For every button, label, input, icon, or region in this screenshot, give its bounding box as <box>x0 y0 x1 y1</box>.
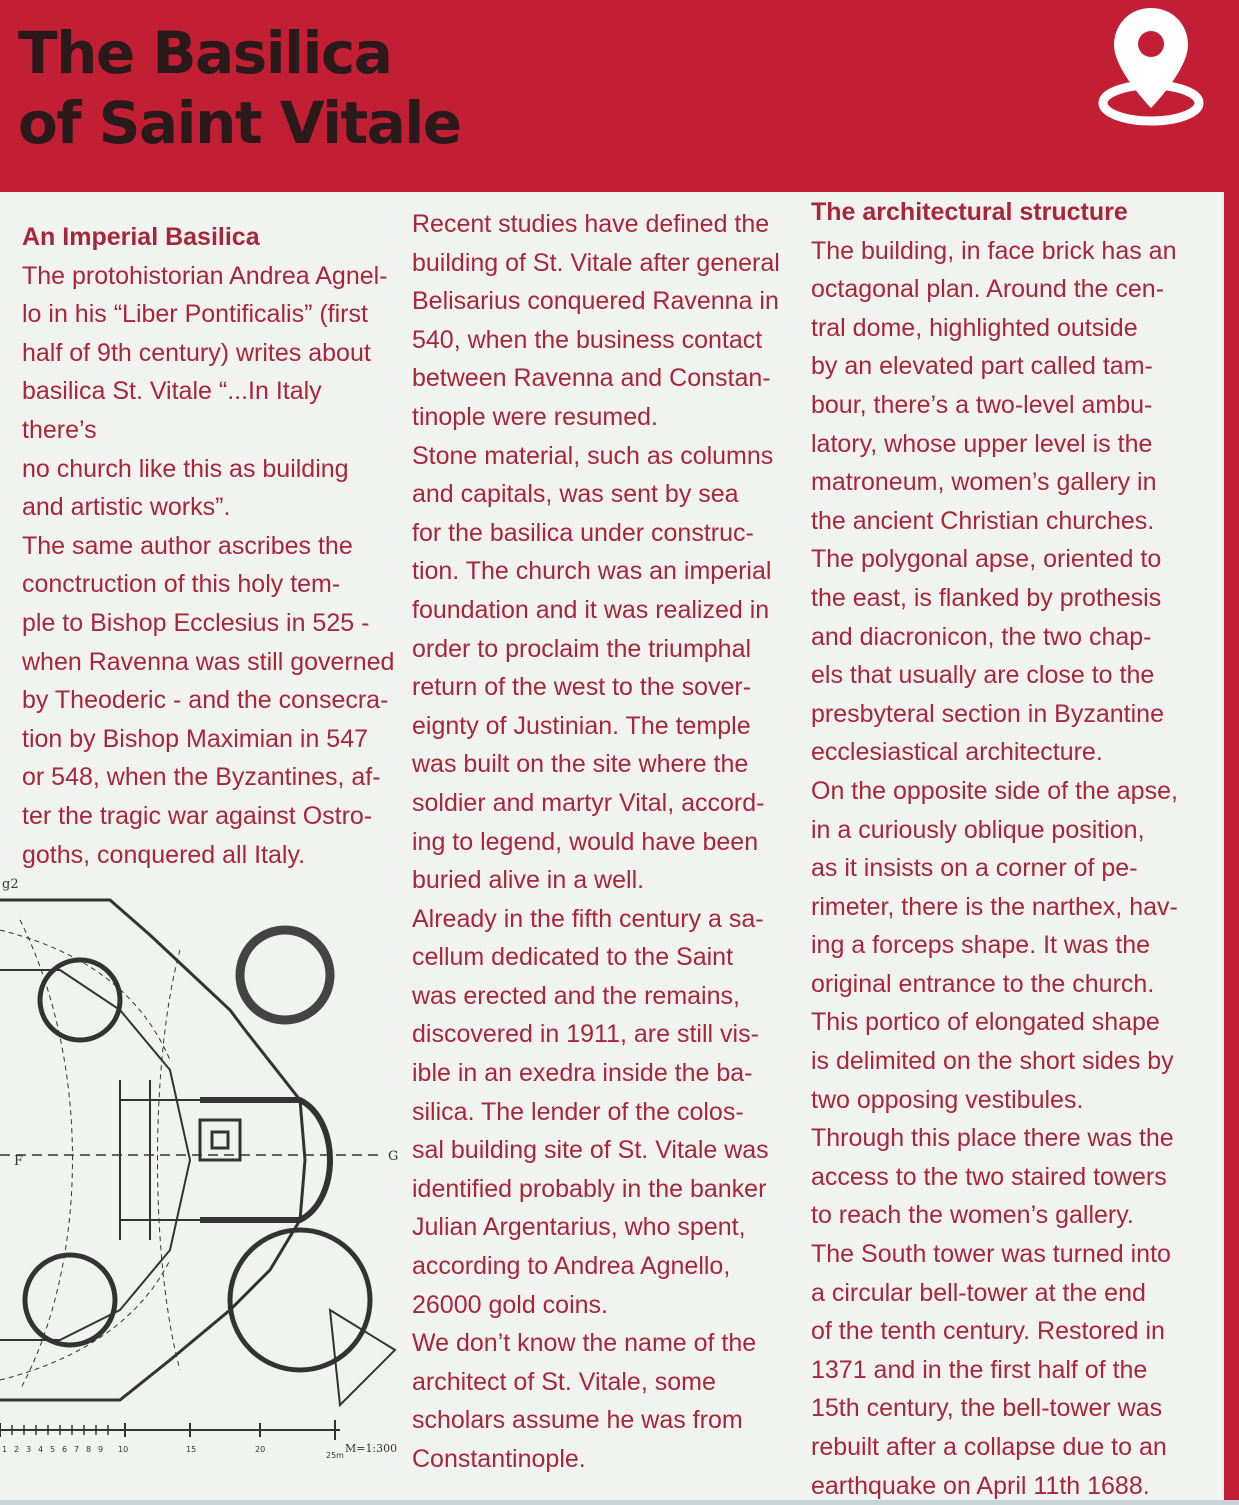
text-line: when Ravenna was still governed <box>22 647 395 676</box>
text-line: foundation and it was realized in <box>412 595 770 624</box>
text-line: a circular bell-tower at the end <box>811 1278 1146 1307</box>
text-line: conctruction of this holy tem- <box>22 570 341 599</box>
text-line: basilica St. Vitale “...In Italy there’s <box>22 377 322 444</box>
text-line: and capitals, was sent by sea <box>412 480 739 509</box>
text-line: bour, there’s a two-level ambu- <box>811 390 1153 419</box>
text-line: the ancient Christian churches. <box>811 506 1155 535</box>
text-line: octagonal plan. Around the cen- <box>811 275 1165 304</box>
text-line: or 548, when the Byzantines, af- <box>22 763 381 792</box>
text-line: goths, conquered all Italy. <box>22 840 306 869</box>
text-line: silica. The lender of the colos- <box>412 1097 744 1126</box>
text-line: matroneum, women’s gallery in <box>811 468 1157 497</box>
text-line: tion. The church was an imperial <box>412 557 772 586</box>
location-pin-icon <box>1092 0 1210 130</box>
text-line: The polygonal apse, oriented to <box>811 545 1162 574</box>
text-line: return of the west to the sover- <box>412 673 752 702</box>
text-line: tral dome, highlighted outside <box>811 313 1138 342</box>
text-line: ter the tragic war against Ostro- <box>22 801 373 830</box>
scale-tick: 9 <box>98 1445 104 1454</box>
scale-tick: 5 <box>50 1445 56 1454</box>
text-line: 26000 gold coins. <box>412 1290 608 1319</box>
text-line: rebuilt after a collapse due to an <box>811 1433 1167 1461</box>
text-line: The protohistorian Andrea Agnel- <box>22 261 388 290</box>
text-line: ecclesiastical architecture. <box>811 738 1103 767</box>
text-line: architect of St. Vitale, some <box>412 1367 716 1396</box>
scale-tick: 8 <box>86 1445 92 1454</box>
text-line: by Theoderic - and the consecra- <box>22 686 389 715</box>
text-line: to reach the women’s gallery. <box>811 1201 1134 1230</box>
text-line: as it insists on a corner of pe- <box>811 854 1138 883</box>
text-line: two opposing vestibules. <box>811 1085 1084 1114</box>
text-line: and artistic works”. <box>22 493 231 522</box>
text-line: in a curiously oblique position, <box>811 815 1145 844</box>
text-line: and diacronicon, the two chap- <box>811 622 1152 651</box>
text-line: according to Andrea Agnello, <box>412 1252 731 1281</box>
text-line: was built on the site where the <box>412 750 749 779</box>
text-line: soldier and martyr Vital, accord- <box>412 788 765 817</box>
text-line: discovered in 1911, are still vis- <box>412 1020 759 1049</box>
text-line: sal building site of St. Vitale was <box>412 1136 769 1165</box>
column-imperial-basilica <box>22 218 400 874</box>
text-line: access to the two staired towers <box>811 1162 1167 1191</box>
text-line: buried alive in a well. <box>412 866 645 895</box>
scale-tick: 6 <box>62 1445 68 1454</box>
text-line: lo in his “Liber Pontificalis” (first <box>22 300 368 329</box>
text-line: This portico of elongated shape <box>811 1008 1160 1037</box>
text-line: ple to Bishop Ecclesius in 525 - <box>22 608 370 637</box>
text-line: The building, in face brick has an <box>811 236 1177 265</box>
text-line: 1371 and in the first half of the <box>811 1355 1148 1384</box>
scale-tick: 20 <box>255 1445 266 1454</box>
text-line: Julian Argentarius, who spent, <box>412 1213 746 1242</box>
text-line: order to proclaim the triumphal <box>412 634 752 663</box>
text-line: The same author ascribes the <box>22 531 353 560</box>
column-architectural-structure <box>811 193 1203 1505</box>
text-line: is delimited on the short sides by <box>811 1047 1174 1076</box>
text-line: no church like this as building <box>22 454 349 483</box>
text-line: building of St. Vitale after general <box>412 248 780 277</box>
text-line: tinople were resumed. <box>412 402 658 431</box>
scale-tick: 4 <box>38 1445 44 1454</box>
text-line: presbyteral section in Byzantine <box>811 699 1164 728</box>
text-line: for the basilica under construc- <box>412 518 754 547</box>
title-line-1: The Basilica <box>18 19 392 87</box>
text-line: Constantinople. <box>412 1445 586 1473</box>
text-line: identified probably in the banker <box>412 1174 767 1203</box>
heading-architectural-structure: The architectural structure <box>811 198 1128 226</box>
text-line: ible in an exedra inside the ba- <box>412 1059 753 1088</box>
scale-tick: 15 <box>186 1445 197 1454</box>
text-line: Belisarius conquered Ravenna in <box>412 287 779 316</box>
text-line: by an elevated part called tam- <box>811 352 1153 381</box>
scale-tick: 10 <box>118 1445 129 1454</box>
text-line: We don’t know the name of the <box>412 1329 757 1358</box>
column-3-text <box>811 232 1203 1505</box>
text-line: of the tenth century. Restored in <box>811 1317 1165 1346</box>
text-line: Stone material, such as columns <box>412 441 774 470</box>
text-line: was erected and the remains, <box>412 981 740 1010</box>
text-line: scholars assume he was from <box>412 1406 743 1435</box>
scale-tick: 3 <box>26 1445 32 1454</box>
text-line: 540, when the business contact <box>412 325 763 354</box>
scale-tick: 7 <box>74 1445 80 1454</box>
column-1-text <box>22 257 400 875</box>
plan-scale-label: M=1:300 <box>345 1442 398 1455</box>
text-line: original entrance to the church. <box>811 969 1155 998</box>
sign-header <box>0 0 1239 192</box>
scale-tick-labels <box>2 1445 344 1460</box>
text-line: The South tower was turned into <box>811 1240 1171 1269</box>
scale-tick: 1 <box>2 1445 8 1454</box>
sign-border-strip <box>1224 192 1239 1500</box>
text-line: ing to legend, would have been <box>412 827 759 856</box>
text-line: els that usually are close to the <box>811 661 1155 690</box>
text-line: On the opposite side of the apse, <box>811 776 1178 805</box>
text-line: eignty of Justinian. The temple <box>412 711 751 740</box>
title-line-2: of Saint Vitale <box>18 89 461 157</box>
plan-label-left: F <box>14 1154 24 1169</box>
text-line: earthquake on April 11th 1688. <box>811 1471 1150 1500</box>
text-line: tion by Bishop Maximian in 547 <box>22 724 369 753</box>
text-line: Through this place there was the <box>811 1124 1174 1153</box>
sign-title <box>18 18 461 158</box>
scale-tick: 2 <box>14 1445 20 1454</box>
text-line: 15th century, the bell-tower was <box>811 1394 1163 1423</box>
text-line: Recent studies have defined the <box>412 210 770 238</box>
heading-imperial-basilica: An Imperial Basilica <box>22 223 260 251</box>
text-line: latory, whose upper level is the <box>811 429 1153 458</box>
scale-tick: 25m <box>326 1451 344 1460</box>
text-line: ing a forceps shape. It was the <box>811 931 1151 960</box>
text-line: half of 9th century) writes about <box>22 338 371 367</box>
floor-plan-drawing <box>0 860 420 1480</box>
text-line: between Ravenna and Constan- <box>412 364 771 393</box>
text-line: Already in the fifth century a sa- <box>412 904 764 933</box>
text-line: rimeter, there is the narthex, hav- <box>811 892 1178 921</box>
text-line: the east, is flanked by prothesis <box>811 583 1162 612</box>
column-history <box>412 205 792 1479</box>
text-line: cellum dedicated to the Saint <box>412 943 734 972</box>
column-2-text <box>412 205 792 1479</box>
plan-label-top: g2 <box>2 877 19 892</box>
plan-label-right: G <box>388 1149 399 1164</box>
